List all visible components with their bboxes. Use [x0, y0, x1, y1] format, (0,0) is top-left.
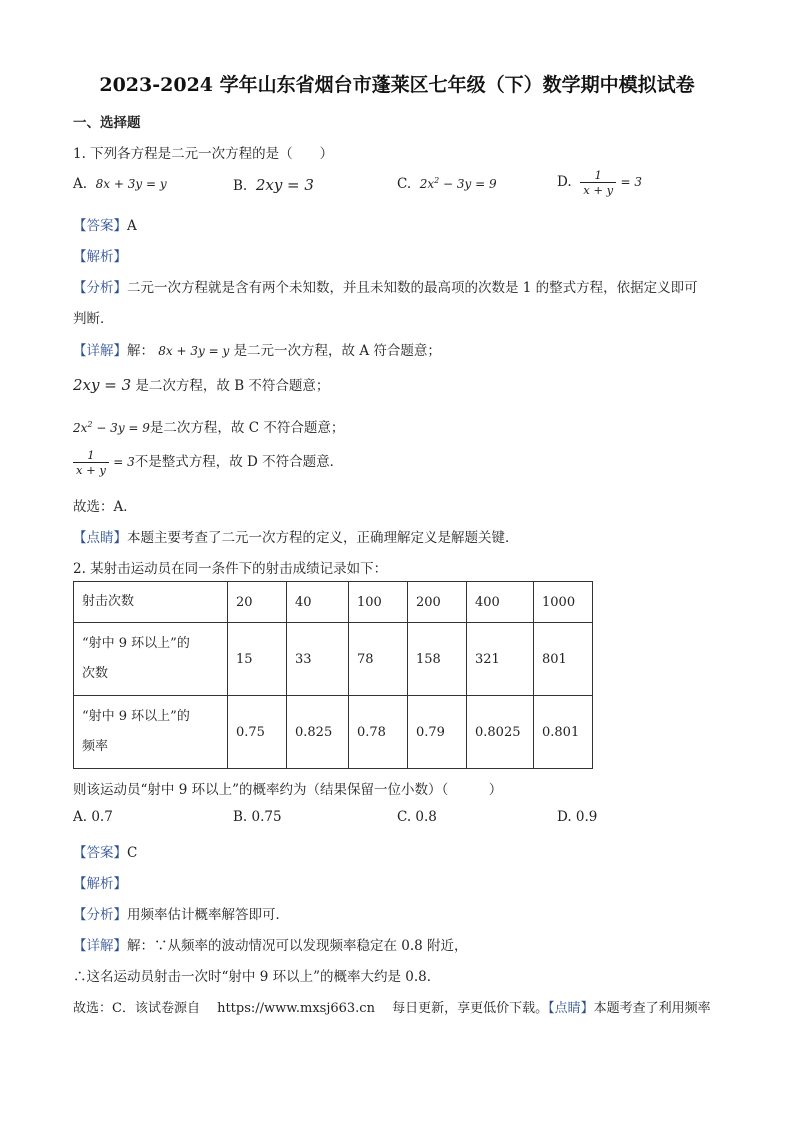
fraction: $\frac{1}{x + y}$: [580, 168, 616, 197]
q1-answer: 【答案】A: [73, 218, 137, 234]
q1-xiangjie-b: 2xy = 3 是二次方程，故 B 不符合题意；: [73, 376, 330, 394]
table-cell: 40: [287, 582, 349, 623]
q2-option-c: C. 0.8: [397, 809, 437, 825]
table-cell: 0.78: [349, 696, 408, 769]
q1-xiangjie-a: 【详解】解： 8x + 3y = y 是二元一次方程，故 A 符合题意；: [73, 343, 441, 359]
table-cell: 0.75: [228, 696, 287, 769]
table-cell: 321: [467, 623, 534, 696]
q1-xiangjie-d: $\frac{1}{x + y}$ = 3不是整式方程，故 D 不符合题意．: [73, 448, 343, 477]
table-row: [74, 623, 593, 696]
table-cell: 400: [467, 582, 534, 623]
q2-xiangjie-cont: ∴这名运动员射击一次时“射中 9 环以上”的概率大约是 0.8．: [73, 969, 441, 985]
q1-option-a: A. 8x + 3y = y: [73, 176, 167, 192]
q2-fenxi: 【分析】用频率估计概率解答即可．: [73, 907, 289, 923]
table-row: [74, 582, 593, 623]
q2-option-b: B. 0.75: [233, 809, 282, 825]
table-cell: 200: [408, 582, 467, 623]
q1-choose: 故选：A．: [73, 499, 137, 515]
q1-option-b: B. 2xy = 3: [233, 176, 314, 194]
section-heading: 一、选择题: [73, 115, 141, 131]
fraction: $\frac{1}{x + y}$: [73, 448, 109, 477]
table-header-cell: “射中 9 环以上”的 频率: [74, 696, 228, 769]
q2-option-a: A. 0.7: [73, 809, 113, 825]
q1-option-d: D. $\frac{1}{x + y}$ = 3: [557, 168, 642, 197]
q2-xiangjie: 【详解】解：∵从频率的波动情况可以发现频率稳定在 0.8 附近，: [73, 938, 468, 954]
q2-option-d: D. 0.9: [557, 809, 598, 825]
q1-xiangjie-c: $2x^2 - 3y = 9$是二次方程，故 C 不符合题意；: [73, 420, 345, 436]
q2-last-line: 故选：C．该试卷源自 https://www.mxsj663.cn 每日更新，享更低价下载。【点睛】本题考查了利用频率: [73, 1001, 711, 1016]
q2-stem: 2. 某射击运动员在同一条件下的射击成绩记录如下：: [73, 561, 388, 577]
q1-fenxi-cont: 判断．: [73, 311, 114, 327]
q2-question: 则该运动员“射中 9 环以上”的概率约为（结果保留一位小数）（ ）: [73, 782, 503, 798]
table-cell: 801: [534, 623, 593, 696]
table-cell: 0.801: [534, 696, 593, 769]
q1-option-c: C. $2x^2 - 3y = 9$: [397, 176, 497, 192]
table-header-cell: “射中 9 环以上”的 次数: [74, 623, 228, 696]
table-cell: 0.79: [408, 696, 467, 769]
table-cell: 33: [287, 623, 349, 696]
q1-fenxi: 【分析】二元一次方程就是含有两个未知数，并且未知数的最高项的次数是 1 的整式方程，依据定义即可: [73, 280, 698, 296]
table-cell: 0.8025: [467, 696, 534, 769]
table-cell: 0.825: [287, 696, 349, 769]
table-cell: 20: [228, 582, 287, 623]
q2-answer: 【答案】C: [73, 845, 138, 861]
q1-stem: 1. 下列各方程是二元一次方程的是（ ）: [73, 146, 334, 162]
table-cell: 78: [349, 623, 408, 696]
table-row: [74, 696, 593, 769]
q2-analysis-tag: 【解析】: [73, 876, 127, 892]
table-header-cell: 射击次数: [74, 582, 228, 623]
q1-dianjing: 【点睛】本题主要考查了二元一次方程的定义，正确理解定义是解题关键．: [73, 530, 519, 546]
table-cell: 158: [408, 623, 467, 696]
table-cell: 15: [228, 623, 287, 696]
page-title: 2023-2024 学年山东省烟台市蓬莱区七年级（下）数学期中模拟试卷: [99, 74, 695, 96]
shooting-record-table: [73, 581, 593, 769]
table-cell: 1000: [534, 582, 593, 623]
q1-analysis-tag: 【解析】: [73, 249, 127, 265]
table-cell: 100: [349, 582, 408, 623]
